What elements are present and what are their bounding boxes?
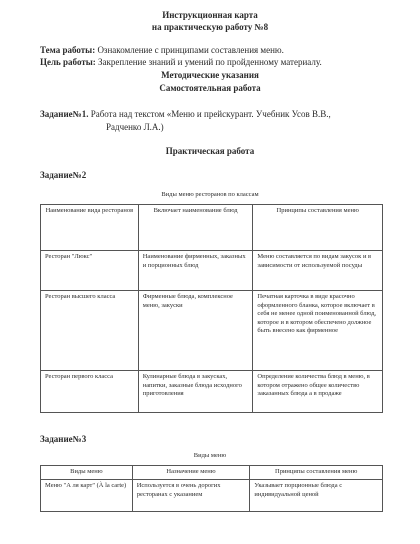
table-menu-types: [40, 465, 383, 512]
task1-line2: Радченко Л.А.): [106, 122, 164, 132]
table1-header-cell: Наименование вида ресторанов: [41, 205, 139, 251]
table-row: [41, 251, 383, 291]
table-cell: Печатная карточка в виде красочно оформленного бланка, которое включает в себя не менее одной поименованной блюд, которое и в котором обеспечено должное быть внесено как фирменное: [253, 291, 383, 371]
table-cell: Ресторан высшего класса: [41, 291, 139, 371]
table1-header-cell: Принципы составления меню: [253, 205, 383, 251]
table-cell: Меню "А ля карт" (À la carte): [41, 480, 133, 512]
task2-label: Задание№2: [40, 170, 87, 180]
table-cell: Указывает порционные блюда с индивидуальной ценой: [250, 480, 383, 512]
theme-text: Ознакомление с принципами составления меню.: [97, 45, 284, 55]
table2-header-cell: Виды меню: [41, 466, 133, 480]
table1-caption: Виды меню ресторанов по классам: [161, 191, 259, 198]
table-cell: Ресторан "Люкс": [41, 251, 139, 291]
table-row: [41, 291, 383, 371]
table-cell: Меню составляется по видам закусок и в зависимости от используемой посуды: [253, 251, 383, 291]
task1-label: Задание№1.: [40, 109, 89, 119]
theme-label: Тема работы:: [40, 45, 96, 55]
table-cell: Ресторан первого класса: [41, 371, 139, 413]
table-cell: Фирменные блюда, комплексное меню, закуски: [138, 291, 253, 371]
table-row: [41, 480, 383, 512]
table-cell: Наименование фирменных, заказных и порционных блюд: [138, 251, 253, 291]
doc-title-line1: Инструкционная карта: [162, 10, 258, 20]
table-row: [41, 371, 383, 413]
theme-line: [40, 45, 284, 55]
goal-label: Цель работы:: [40, 57, 96, 67]
practical-heading: Практическая работа: [165, 146, 255, 156]
table2-caption: Виды меню: [193, 452, 227, 459]
table2-header-cell: Назначение меню: [132, 466, 250, 480]
task1-text: Работа над текстом «Меню и прейскурант. Учебник Усов В.В.,: [90, 109, 331, 119]
goal-line: [40, 57, 322, 67]
table-cell: Кулинарные блюда в закусках, напитки, заказные блюда исходного приготовления: [138, 371, 253, 413]
method-heading: Методические указания: [161, 70, 259, 80]
table-cell: Используется в очень дорогих ресторанах с указанием: [132, 480, 250, 512]
table1-header-cell: Включает наименование блюд: [138, 205, 253, 251]
table-restaurant-menus: [40, 204, 383, 413]
independent-heading: Самостоятельная работа: [159, 83, 261, 93]
table1-header-row: [41, 205, 383, 251]
table2-header-cell: Принципы составления меню: [250, 466, 383, 480]
task3-label: Задание№3: [40, 434, 87, 444]
task1-line1: [40, 109, 331, 119]
goal-text: Закрепление знаний и умений по пройденному материалу.: [98, 57, 322, 67]
doc-title-line2: на практическую работу №8: [151, 22, 269, 32]
table-cell: Определение количества блюд в меню, в котором отражено общее количество заказанных блюда а в продаже: [253, 371, 383, 413]
table2-header-row: [41, 466, 383, 480]
